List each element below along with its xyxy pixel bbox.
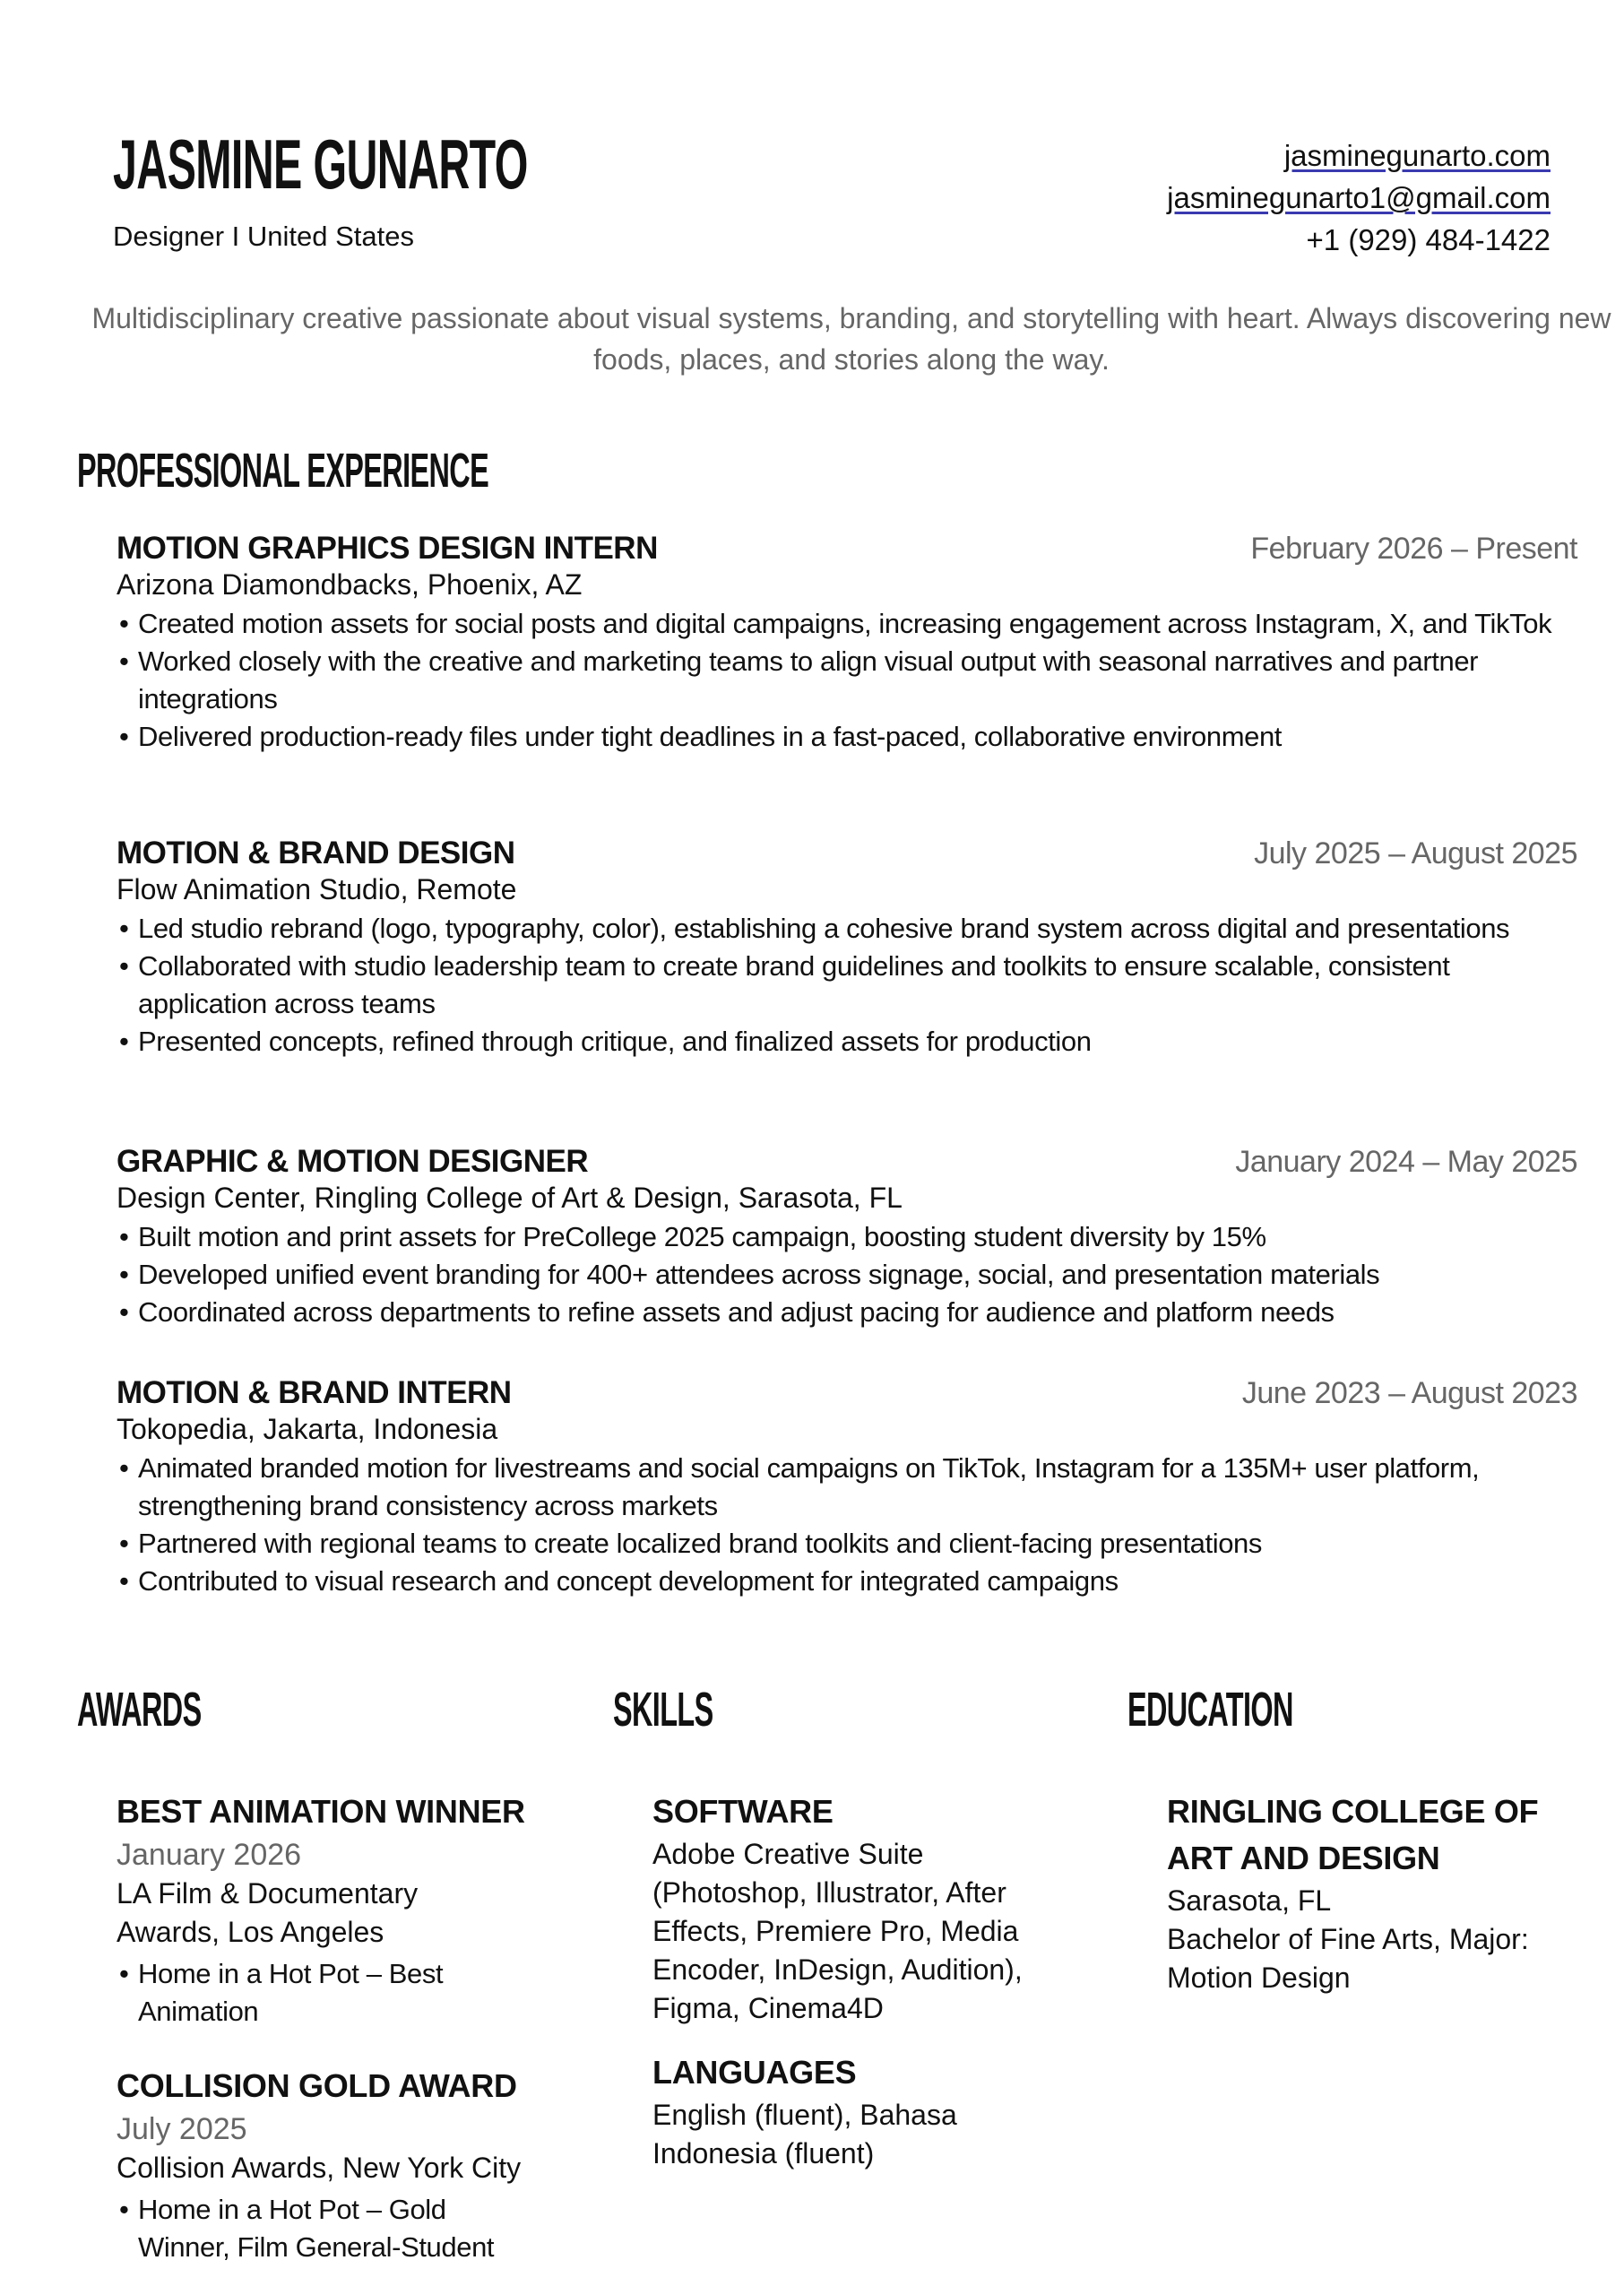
candidate-subtitle: Designer I United States [113, 221, 415, 252]
bullet-item: • Animated branded motion for livestreams and social campaigns on TikTok, Instagram for a 135M+ user platform, strengthening brand consistency across markets [117, 1450, 1577, 1525]
skill-group-title: LANGUAGES [652, 2054, 857, 2091]
job-organization: Design Center, Ringling College of Art & Design, Sarasota, FL [117, 1182, 903, 1214]
job-dates: February 2026 – Present [1250, 532, 1577, 566]
candidate-name: JASMINE GUNARTO [113, 125, 528, 204]
job-bullets [117, 1450, 1577, 1600]
section-title-education: EDUCATION [1127, 1683, 1293, 1736]
school-location: Sarasota, FL [1167, 1884, 1332, 1917]
award-organization: Collision Awards, New York City [117, 2152, 522, 2184]
job-entry [117, 531, 1577, 756]
awards-column [77, 1683, 525, 2263]
job-title: MOTION GRAPHICS DESIGN INTERN [117, 531, 658, 566]
job-dates: January 2024 – May 2025 [1235, 1145, 1577, 1179]
education-column [1127, 1683, 1539, 1994]
award-title: COLLISION GOLD AWARD [117, 2067, 517, 2104]
bullet-item: • Built motion and print assets for PreCollege 2025 campaign, boosting student diversity by 15% [117, 1218, 1577, 1256]
award-date: January 2026 [117, 1838, 302, 1872]
bullet-item: • Home in a Hot Pot – Best Animation [117, 1955, 457, 2031]
degree-text: Bachelor of Fine Arts, Major: Motion Design [1167, 1923, 1529, 1994]
email-link[interactable]: jasminegunarto1@gmail.com [1167, 181, 1551, 214]
section-title-experience: PROFESSIONAL EXPERIENCE [77, 444, 489, 498]
job-dates: July 2025 – August 2025 [1254, 836, 1577, 870]
job-organization: Flow Animation Studio, Remote [117, 873, 517, 905]
skill-group-text: Adobe Creative Suite (Photoshop, Illustrator, After Effects, Premiere Pro, Media Encoder, InDesign, Audition), Figma, Cinema4D [652, 1838, 1023, 2024]
job-bullets [117, 605, 1577, 756]
section-title-skills: SKILLS [613, 1683, 713, 1736]
bullet-item: • Developed unified event branding for 400+ attendees across signage, social, and presentation materials [117, 1256, 1577, 1294]
bullet-item: • Collaborated with studio leadership team to create brand guidelines and toolkits to ensure scalable, consistent application across teams [117, 948, 1577, 1023]
skill-group-title: SOFTWARE [652, 1793, 834, 1830]
bullet-item: • Created motion assets for social posts and digital campaigns, increasing engagement across Instagram, X, and TikTok [117, 605, 1577, 643]
school-name: RINGLING COLLEGE OF ART AND DESIGN [1167, 1793, 1539, 1876]
job-entry [117, 1144, 1577, 1331]
award-bullets [117, 2191, 511, 2266]
bullet-item: • Worked closely with the creative and marketing teams to align visual output with seasonal narratives and partner integrations [117, 643, 1577, 718]
bullet-item: • Home in a Hot Pot – Gold Winner, Film General-Student [117, 2191, 511, 2266]
bullet-item: • Led studio rebrand (logo, typography, color), establishing a cohesive brand system across digital and presentations [117, 910, 1577, 948]
bullet-item: • Coordinated across departments to refine assets and adjust pacing for audience and platform needs [117, 1294, 1577, 1331]
award-date: July 2025 [117, 2112, 247, 2146]
phone-number: +1 (929) 484-1422 [1306, 223, 1551, 256]
job-entry [117, 836, 1577, 1061]
bullet-item: • Presented concepts, refined through critique, and finalized assets for production [117, 1023, 1577, 1061]
job-organization: Tokopedia, Jakarta, Indonesia [117, 1413, 498, 1445]
summary-text: Multidisciplinary creative passionate about visual systems, branding, and storytelling with heart. Always discovering new foods, places, and stories along the way. [91, 302, 1611, 376]
education-entry [1167, 1788, 1561, 1997]
award-organization: LA Film & Documentary Awards, Los Angeles [117, 1877, 419, 1948]
skills-column [613, 1683, 1023, 2169]
award-bullets [117, 1955, 457, 2031]
job-title: MOTION & BRAND INTERN [117, 1375, 512, 1410]
bullet-item: • Contributed to visual research and concept development for integrated campaigns [117, 1563, 1577, 1600]
awards-list [117, 1788, 538, 2266]
job-bullets [117, 1218, 1577, 1331]
bullet-item: • Partnered with regional teams to create localized brand toolkits and client-facing presentations [117, 1525, 1577, 1563]
job-entry [117, 1375, 1577, 1600]
job-bullets [117, 910, 1577, 1061]
job-dates: June 2023 – August 2023 [1241, 1376, 1577, 1410]
award-title: BEST ANIMATION WINNER [117, 1793, 525, 1830]
website-link[interactable]: jasminegunarto.com [1283, 139, 1551, 172]
bullet-item: • Delivered production-ready files under tight deadlines in a fast-paced, collaborative environment [117, 718, 1577, 756]
job-title: MOTION & BRAND DESIGN [117, 836, 515, 870]
section-title-awards: AWARDS [77, 1683, 202, 1736]
job-organization: Arizona Diamondbacks, Phoenix, AZ [117, 568, 583, 601]
skill-group-text: English (fluent), Bahasa Indonesia (fluent) [652, 2099, 957, 2169]
job-title: GRAPHIC & MOTION DESIGNER [117, 1144, 589, 1179]
contact-block [1167, 134, 1551, 261]
skills-list [652, 1788, 1029, 2173]
